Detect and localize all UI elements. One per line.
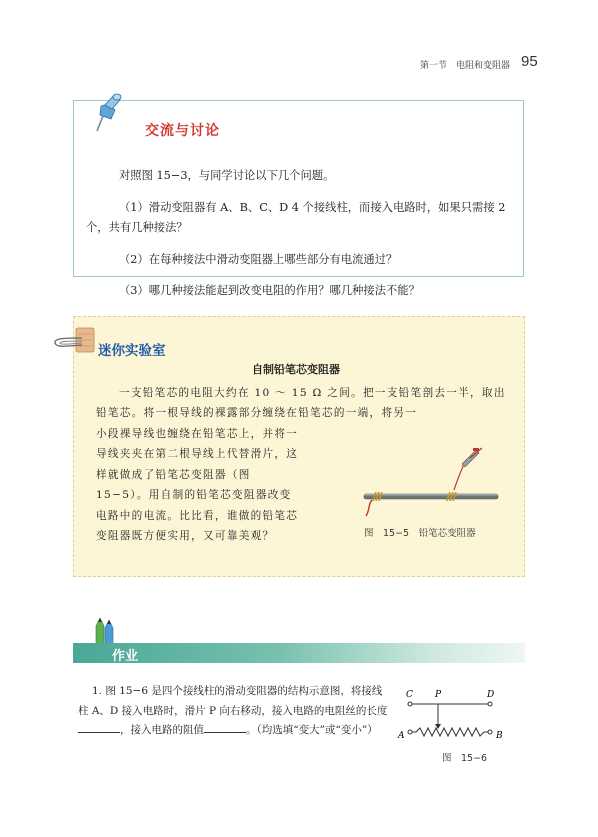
label-c: C	[406, 690, 413, 700]
mini-lab-paragraph-1	[96, 383, 512, 424]
discussion-title: 交流与讨论	[145, 123, 220, 139]
mini-lab-text-1: 一支铅笔芯的电阻大约在 10 ～ 15 Ω 之间。把一支铅笔剖去一半，取出铅笔芯。将一根导线的裸露部分缠绕在铅笔芯的一端，将另一	[96, 387, 506, 420]
mini-lab-title: 迷你实验室	[98, 343, 166, 359]
answer-blank-1	[78, 721, 120, 733]
homework-label: 作业	[112, 649, 139, 664]
answer-blank-2	[204, 721, 246, 733]
discussion-question-1: （1）滑动变阻器有 A、B、C、D 4 个接线柱，而接入电路时，如果只需接 2 个，共有几种接法？	[86, 200, 506, 235]
question-text-part-3: 。（均选填“变大”或“变小”）	[246, 724, 378, 737]
running-header: 第一节 电阻和变阻器	[420, 61, 511, 71]
homework-question-1	[78, 682, 388, 741]
discussion-question-3: （3）哪几种接法能起到改变电阻的作用？哪几种接法不能？	[119, 284, 420, 298]
sliding-rheostat-diagram	[396, 686, 508, 748]
mini-lab-subtitle: 自制铅笔芯变阻器	[252, 363, 340, 376]
label-b: B	[496, 731, 503, 741]
discussion-question-2: （2）在每种接法中滑动变阻器上哪些部分有电流通过？	[119, 252, 398, 266]
figure-15-6-caption: 图 15−6	[442, 753, 488, 764]
label-p: P	[435, 690, 442, 700]
question-text-part-2: ，接入电路的阻值	[120, 724, 204, 737]
homework-banner	[73, 643, 525, 663]
figure-15-5-caption: 图 15−5 铅笔芯变阻器	[364, 528, 476, 539]
question-text-part-1: 1. 图 15−6 是四个接线柱的滑动变阻器的结构示意图，将接线柱 A、D 接入电路时，滑片 P 向右移动，接入电路的电阻丝的长度	[78, 685, 388, 717]
label-d: D	[487, 690, 495, 700]
page-number: 95	[521, 53, 538, 70]
mini-lab-text-2: 小段裸导线也缠绕在铅笔芯上，并将一导线夹夹在第二根导线上代替滑片，这样就做成了铅笔芯变阻器（图 15−5）。用自制的铅笔芯变阻器改变电路中的电流。比比看，谁做的铅笔芯变阻器既方便实用，又可靠美观？	[96, 428, 299, 543]
clip-icon	[52, 326, 96, 356]
label-a: A	[398, 731, 405, 741]
pencil-lead-rheostat-figure	[358, 446, 506, 518]
discussion-intro: 对照图 15−3，与同学讨论以下几个问题。	[119, 169, 335, 183]
pushpin-icon	[88, 90, 124, 134]
discussion-body	[86, 155, 511, 313]
